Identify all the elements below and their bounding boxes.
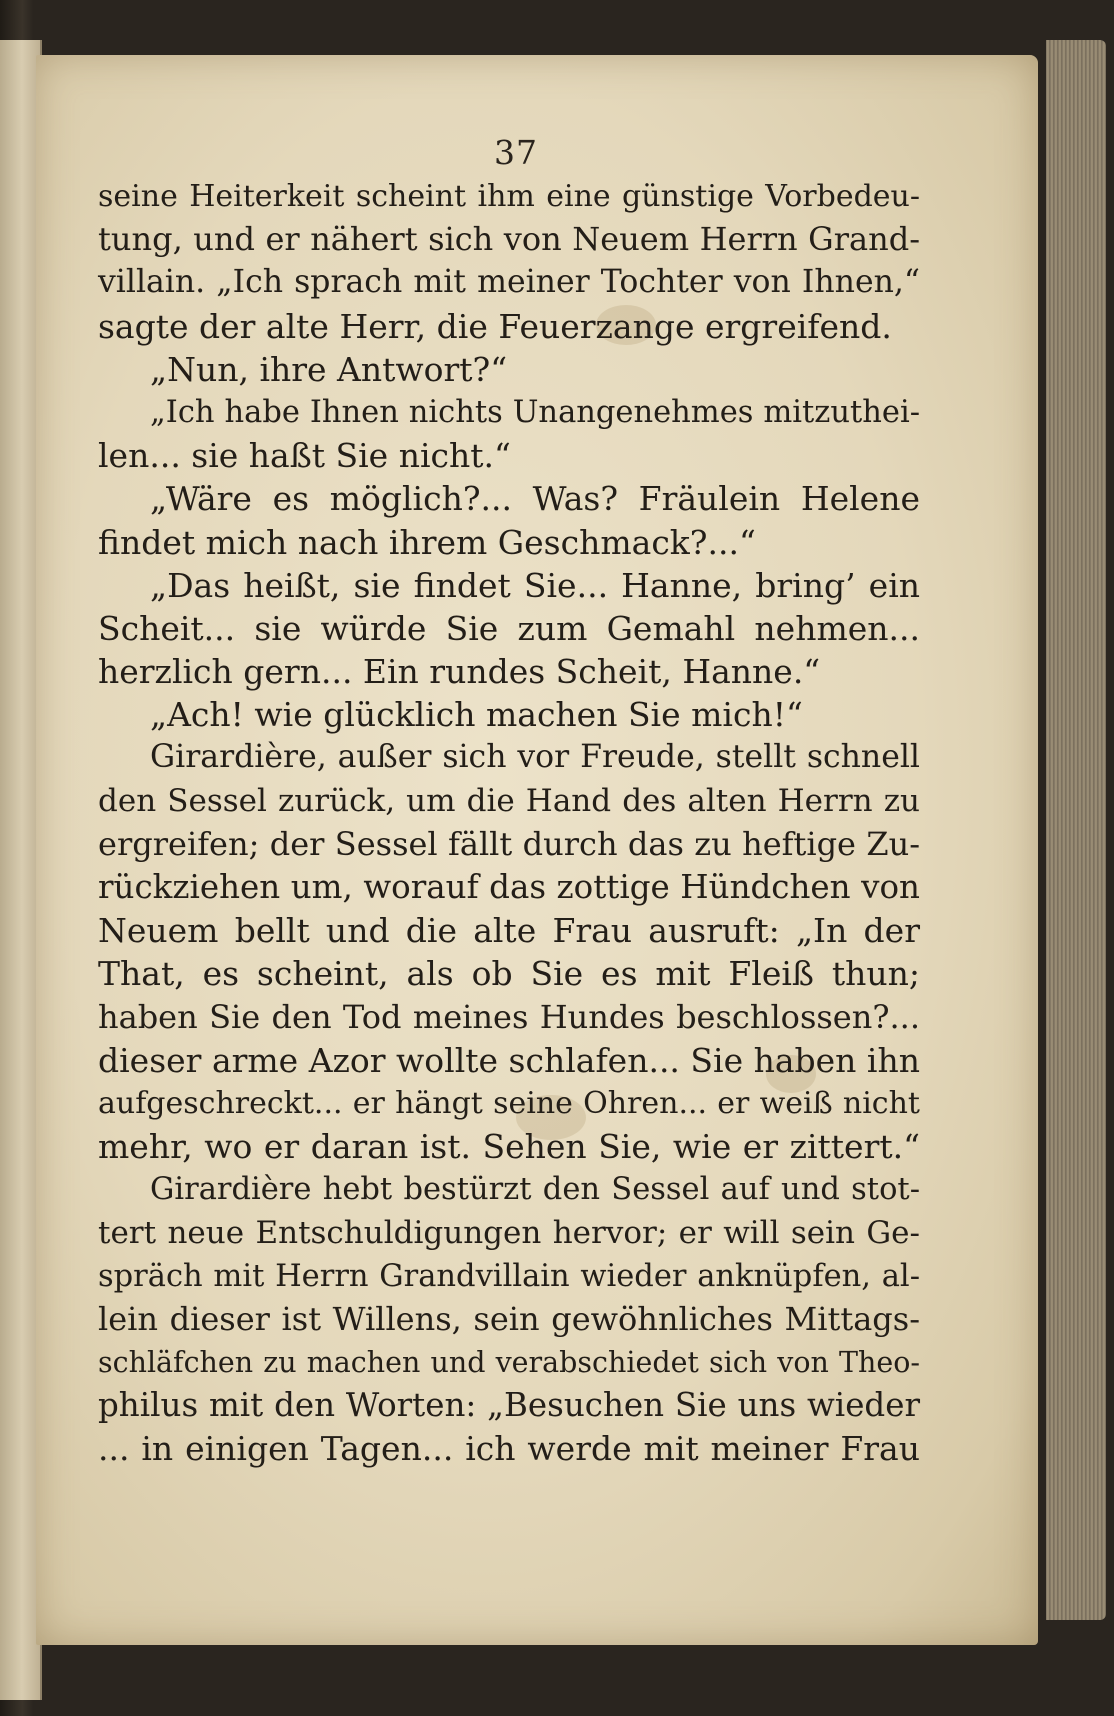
text-line: mehr, wo er daran ist. Sehen Sie, wie er zittert.“ (98, 1127, 920, 1167)
text-line: len... sie haßt Sie nicht.“ (98, 436, 511, 476)
text-line: ... in einigen Tagen... ich werde mit meiner Frau (98, 1429, 920, 1469)
text-line: ergreifen; der Sessel fällt durch das zu heftige Zu- (98, 824, 920, 863)
text-line: dieser arme Azor wollte schlafen... Sie haben ihn (98, 1040, 920, 1080)
body-text (98, 175, 920, 1471)
page-stack-edge (1046, 40, 1106, 1620)
text-line: tung, und er nähert sich von Neuem Herrn Grand- (98, 220, 920, 259)
text-line: „Wäre es möglich?... Was? Fräulein Helene (150, 479, 920, 519)
text-line: philus mit den Worten: „Besuchen Sie uns wieder (98, 1386, 920, 1425)
text-line: sagte der alte Herr, die Feuerzange ergreifend. (98, 306, 892, 346)
text-line: lein dieser ist Willens, sein gewöhnliches Mittags- (98, 1299, 920, 1338)
text-line: „Nun, ihre Antwort?“ (150, 349, 508, 389)
text-line: spräch mit Herrn Grandvillain wieder anknüpfen, al- (98, 1258, 920, 1294)
text-line: „Ach! wie glücklich machen Sie mich!“ (150, 695, 803, 735)
text-line: Scheit... sie würde Sie zum Gemahl nehmen... (98, 608, 920, 648)
text-line: villain. „Ich sprach mit meiner Tochter von Ihnen,“ (98, 264, 920, 301)
text-line: aufgeschreckt... er hängt seine Ohren... er weiß nicht (98, 1085, 920, 1121)
page-number: 37 (494, 133, 538, 172)
text-line: tert neue Entschuldigungen hervor; er will sein Ge- (98, 1214, 920, 1251)
text-line: seine Heiterkeit scheint ihm eine günstige Vorbedeu- (98, 179, 920, 214)
text-line: haben Sie den Tod meines Hundes beschlossen?... (98, 997, 920, 1036)
text-line: Girardière, außer sich vor Freude, stellt schnell (150, 739, 920, 776)
text-line: rückziehen um, worauf das zottige Hündchen von (98, 868, 920, 906)
book-page (36, 55, 1038, 1645)
text-line: „Das heißt, sie findet Sie... Hanne, bring’ ein (150, 565, 920, 605)
text-line: That, es scheint, als ob Sie es mit Fleiß thun; (98, 954, 920, 994)
text-line: „Ich habe Ihnen nichts Unangenehmes mitzuthei- (150, 394, 920, 430)
text-line: Girardière hebt bestürzt den Sessel auf und stot- (150, 1172, 920, 1208)
text-line: findet mich nach ihrem Geschmack?...“ (98, 522, 756, 562)
text-line: herzlich gern... Ein rundes Scheit, Hanne.“ (98, 652, 821, 692)
text-line: Neuem bellt und die alte Frau ausruft: „In der (98, 911, 920, 951)
text-line: den Sessel zurück, um die Hand des alten Herrn zu (98, 782, 920, 819)
text-line: schläfchen zu machen und verabschiedet sich von Theo- (98, 1346, 920, 1380)
